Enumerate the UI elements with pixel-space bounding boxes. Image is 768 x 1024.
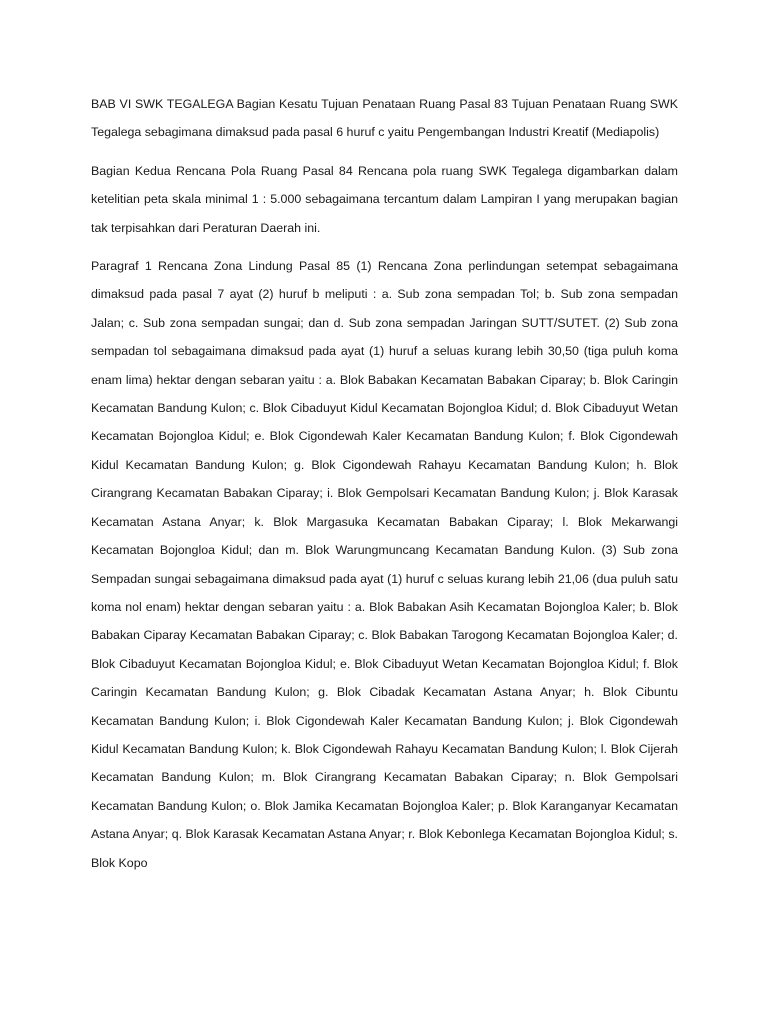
paragraph-bab-vi-pasal-83: BAB VI SWK TEGALEGA Bagian Kesatu Tujuan Penataan Ruang Pasal 83 Tujuan Penataan Ruang SWK Tegalega sebagimana dimaksud pada pasal 6 huruf c yaitu Pengembangan Industri Kreatif (Mediapolis): [91, 97, 678, 140]
paragraph-pasal-85: Paragraf 1 Rencana Zona Lindung Pasal 85 (1) Rencana Zona perlindungan setempat sebagaimana dimaksud pada pasal 7 ayat (2) huruf b meliputi : a. Sub zona sempadan Tol; b. Sub zona sempadan Jalan; c. Sub zona sempadan sungai; dan d. Sub zona sempadan Jaringan SUTT/SUTET. (2) Sub zona sempadan tol sebagaimana dimaksud pada ayat (1) huruf a seluas kurang lebih 30,50 (tiga puluh koma enam lima) hektar dengan sebaran yaitu : a. Blok Babakan Kecamatan Babakan Ciparay; b. Blok Caringin Kecamatan Bandung Kulon; c. Blok Cibaduyut Kidul Kecamatan Bojongloa Kidul; d. Blok Cibaduyut Wetan Kecamatan Bojongloa Kidul; e. Blok Cigondewah Kaler Kecamatan Bandung Kulon; f. Blok Cigondewah Kidul Kecamatan Bandung Kulon; g. Blok Cigondewah Rahayu Kecamatan Bandung Kulon; h. Blok Cirangrang Kecamatan Babakan Ciparay; i. Blok Gempolsari Kecamatan Bandung Kulon; j. Blok Karasak Kecamatan Astana Anyar; k. Blok Margasuka Kecamatan Babakan Ciparay; l. Blok Mekarwangi Kecamatan Bojongloa Kidul; dan m. Blok Warungmuncang Kecamatan Bandung Kulon. (3) Sub zona Sempadan sungai sebagaimana dimaksud pada ayat (1) huruf c seluas kurang lebih 21,06 (dua puluh satu koma nol enam) hektar dengan sebaran yaitu : a. Blok Babakan Asih Kecamatan Bojongloa Kaler; b. Blok Babakan Ciparay Kecamatan Babakan Ciparay; c. Blok Babakan Tarogong Kecamatan Bojongloa Kaler; d. Blok Cibaduyut Kecamatan Bojongloa Kidul; e. Blok Cibaduyut Wetan Kecamatan Bojongloa Kidul; f. Blok Caringin Kecamatan Bandung Kulon; g. Blok Cibadak Kecamatan Astana Anyar; h. Blok Cibuntu Kecamatan Bandung Kulon; i. Blok Cigondewah Kaler Kecamatan Bandung Kulon; j. Blok Cigondewah Kidul Kecamatan Bandung Kulon; k. Blok Cigondewah Rahayu Kecamatan Bandung Kulon; l. Blok Cijerah Kecamatan Bandung Kulon; m. Blok Cirangrang Kecamatan Babakan Ciparay; n. Blok Gempolsari Kecamatan Bandung Kulon; o. Blok Jamika Kecamatan Bojongloa Kaler; p. Blok Karanganyar Kecamatan Astana Anyar; q. Blok Karasak Kecamatan Astana Anyar; r. Blok Kebonlega Kecamatan Bojongloa Kidul; s. Blok Kopo: [91, 259, 678, 870]
document-body: [91, 90, 678, 887]
paragraph-pasal-84: Bagian Kedua Rencana Pola Ruang Pasal 84 Rencana pola ruang SWK Tegalega digambarkan dalam ketelitian peta skala minimal 1 : 5.000 sebagaimana tercantum dalam Lampiran I yang merupakan bagian tak terpisahkan dari Peraturan Daerah ini.: [91, 163, 678, 235]
